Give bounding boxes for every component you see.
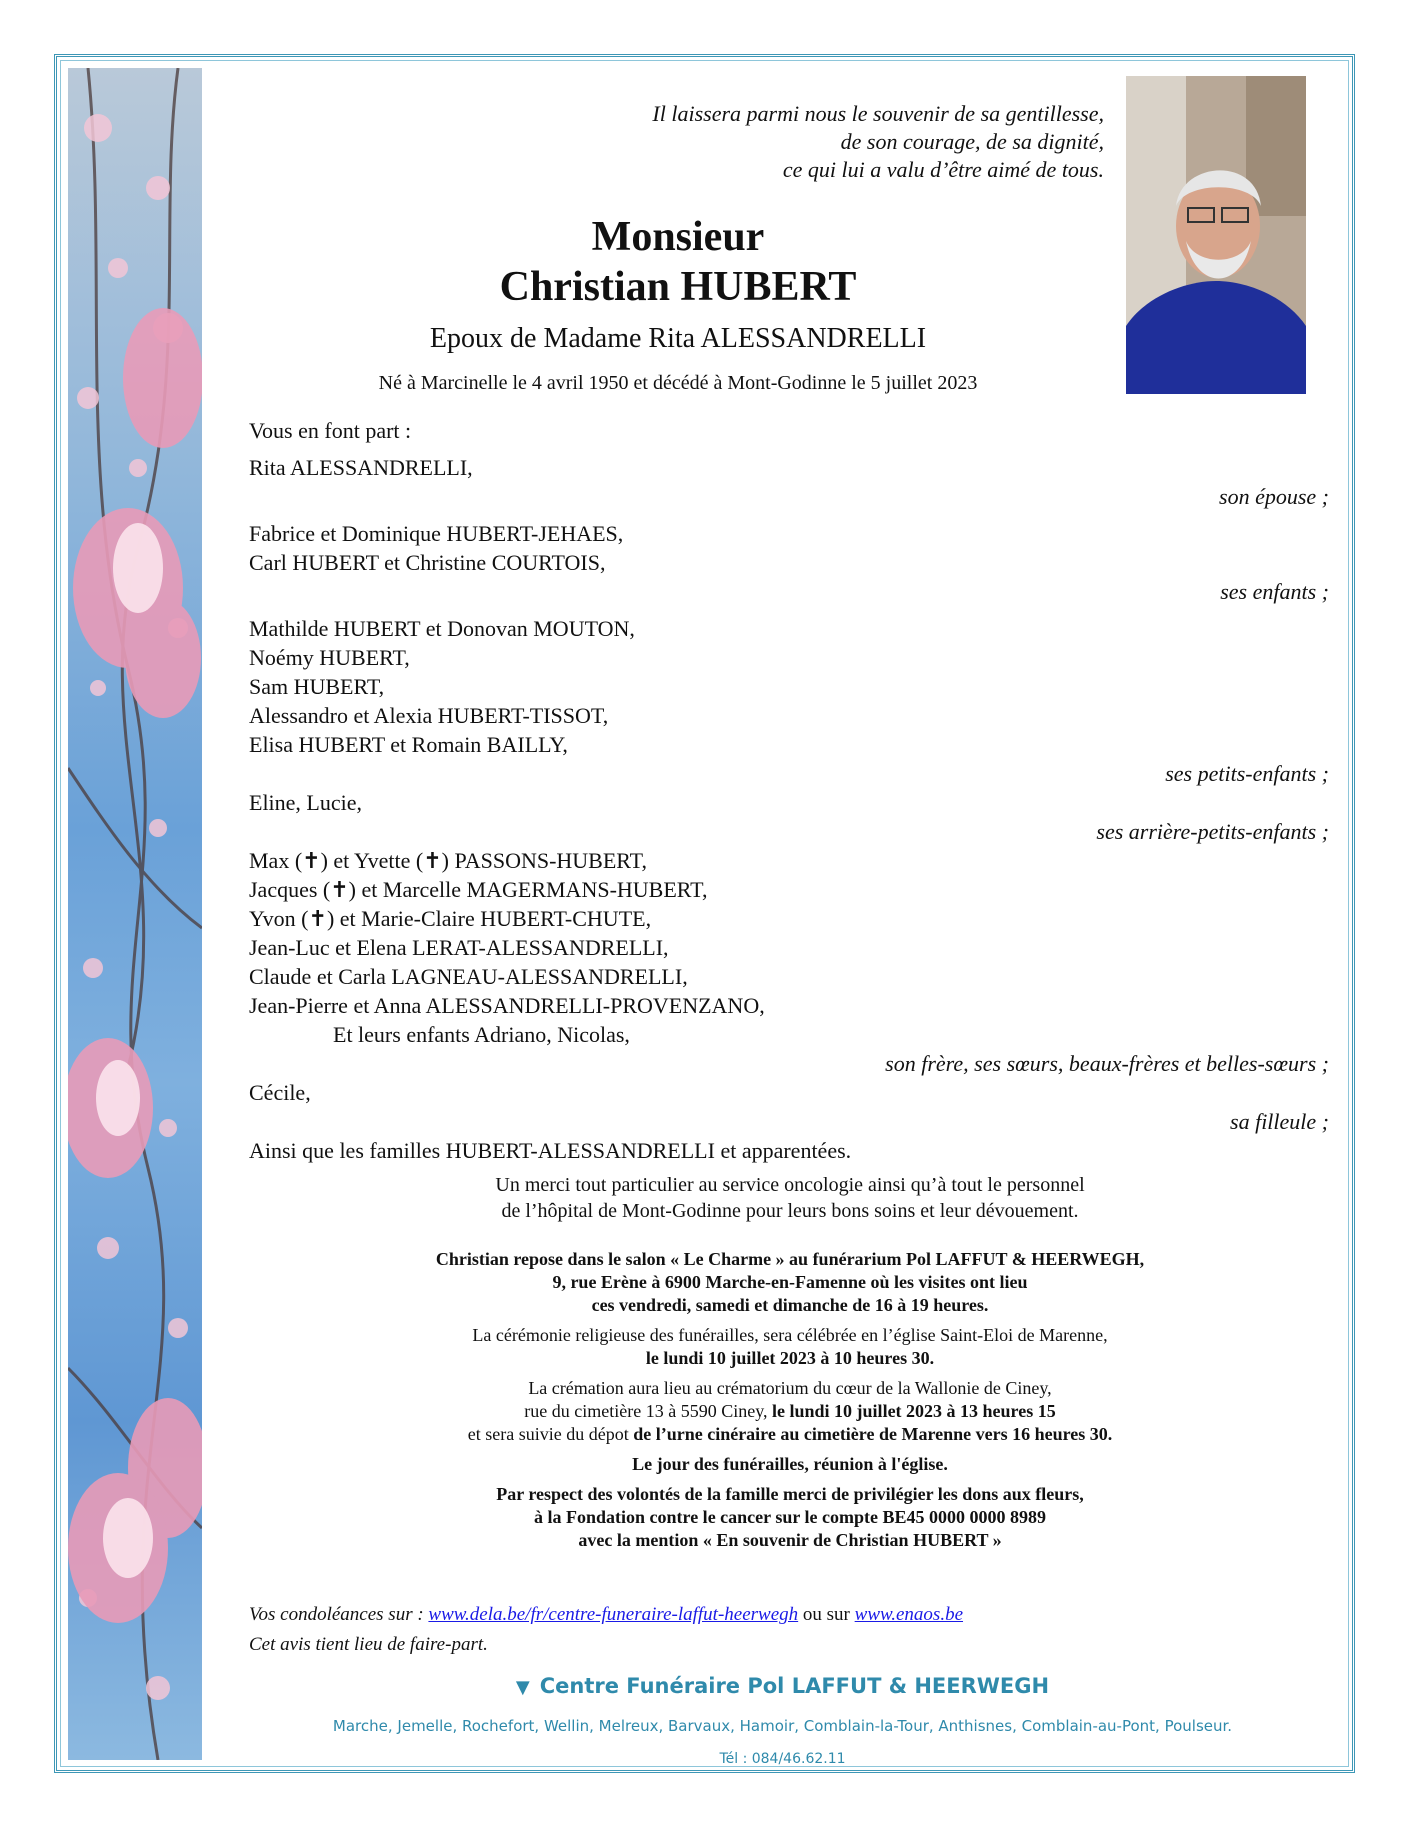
birth-death-dates: Né à Marcinelle le 4 avril 1950 et décédé à Mont-Godinne le 5 juillet 2023 [378, 372, 978, 394]
urn-burial-line: de l’urne cinéraire au cimetière de Marenne vers 16 heures 30. [633, 1424, 1113, 1444]
enaos-link[interactable]: www.enaos.be [854, 1604, 964, 1625]
quote-line: Il laissera parmi nous le souvenir de sa gentillesse, [652, 101, 1104, 126]
family-name-line: Noémy HUBERT, [249, 645, 410, 670]
donation-line: Par respect des volontés de la famille merci de privilégier les dons aux fleurs, [496, 1484, 1084, 1504]
reunion-line: Le jour des funérailles, réunion à l'église. [632, 1454, 948, 1474]
funeral-home-name [210, 1672, 1355, 1702]
family-name-line: Rita ALESSANDRELLI, [249, 455, 473, 480]
family-name-line: Yvon (✝) et Marie-Claire HUBERT-CHUTE, [249, 906, 652, 931]
family-name-line: Et leurs enfants Adriano, Nicolas, [333, 1022, 630, 1047]
title-honorific: Monsieur [591, 214, 765, 260]
family-name-line: Carl HUBERT et Christine COURTOIS, [249, 550, 606, 575]
family-name-line: Jean-Pierre et Anna ALESSANDRELLI-PROVENZANO, [249, 993, 765, 1018]
family-role: ses petits-enfants ; [1165, 761, 1329, 786]
ceremony-line: La cérémonie religieuse des funérailles, sera célébrée en l’église Saint-Eloi de Marenne, [472, 1325, 1108, 1345]
triangle-down-icon: ▼ [515, 1677, 530, 1698]
donation-paragraph [320, 1483, 1260, 1552]
quote-line: ce qui lui a valu d’être aimé de tous. [782, 157, 1104, 182]
visitation-line: 9, rue Erène à 6900 Marche-en-Famenne où les visites ont lieu [552, 1272, 1028, 1292]
spouse-line: Epoux de Madame Rita ALESSANDRELLI [429, 323, 927, 354]
family-name-line: Cécile, [249, 1080, 311, 1105]
family-role: son frère, ses sœurs, beaux-frères et belles-sœurs ; [885, 1051, 1329, 1076]
family-name-line: Jean-Luc et Elena LERAT-ALESSANDRELLI, [249, 935, 669, 960]
cremation-line: et sera suivie du dépot [467, 1424, 629, 1444]
funeral-home-towns: Marche, Jemelle, Rochefort, Wellin, Melreux, Barvaux, Hamoir, Comblain-la-Tour, Anthisnes, Comblain-au-Pont, Poulseur. [332, 1717, 1233, 1735]
funeral-home-phone: Tél : 084/46.62.11 [719, 1751, 846, 1767]
family-name-line: Elisa HUBERT et Romain BAILLY, [249, 732, 568, 757]
family-role: ses enfants ; [1220, 579, 1329, 604]
cremation-date: le lundi 10 juillet 2023 à 13 heures 15 [772, 1401, 1056, 1421]
condolences-block [249, 1600, 1249, 1660]
thanks-paragraph [320, 1172, 1260, 1224]
notice-note: Cet avis tient lieu de faire-part. [249, 1634, 488, 1655]
ceremony-paragraph [320, 1324, 1260, 1370]
family-announcement [249, 416, 1329, 1165]
quote-line: de son courage, de sa dignité, [840, 129, 1104, 154]
funeral-details [320, 1248, 1260, 1559]
cremation-paragraph [320, 1377, 1260, 1446]
intro-text: Vous en font part : [249, 418, 412, 443]
epitaph-quote [484, 100, 1104, 184]
thanks-line: Un merci tout particulier au service oncologie ainsi qu’à tout le personnel [495, 1174, 1085, 1196]
family-role: ses arrière-petits-enfants ; [1096, 819, 1329, 844]
family-name-line: Alessandro et Alexia HUBERT-TISSOT, [249, 703, 609, 728]
condolences-prefix: Vos condoléances sur : [249, 1604, 424, 1625]
family-name-line: Sam HUBERT, [249, 674, 385, 699]
family-name-line: Claude et Carla LAGNEAU-ALESSANDRELLI, [249, 964, 688, 989]
closing-families: Ainsi que les familles HUBERT-ALESSANDRELLI et apparentées. [249, 1138, 852, 1163]
thanks-line: de l’hôpital de Mont-Godinne pour leurs bons soins et leur dévouement. [501, 1200, 1079, 1222]
ceremony-date: le lundi 10 juillet 2023 à 10 heures 30. [645, 1348, 935, 1368]
family-role: sa filleule ; [1230, 1109, 1329, 1134]
family-name-line: Eline, Lucie, [249, 790, 363, 815]
donation-line: avec la mention « En souvenir de Christian HUBERT » [578, 1530, 1002, 1550]
family-name-line: Mathilde HUBERT et Donovan MOUTON, [249, 616, 635, 641]
portrait-photo [1126, 76, 1306, 394]
family-name-line: Max (✝) et Yvette (✝) PASSONS-HUBERT, [249, 848, 647, 873]
funeral-home-label: Centre Funéraire Pol LAFFUT & HEERWEGH [539, 1674, 1050, 1698]
family-name-line: Jacques (✝) et Marcelle MAGERMANS-HUBERT, [249, 877, 708, 902]
family-role: son épouse ; [1219, 484, 1329, 509]
condolences-or: ou sur [802, 1604, 850, 1625]
visitation-paragraph [320, 1248, 1260, 1317]
dela-link[interactable]: www.dela.be/fr/centre-funeraire-laffut-heerwegh [428, 1604, 799, 1625]
deceased-name-title [248, 212, 1108, 312]
donation-line: à la Fondation contre le cancer sur le compte BE45 0000 0000 8989 [534, 1507, 1046, 1527]
visitation-line: ces vendredi, samedi et dimanche de 16 à 19 heures. [591, 1295, 989, 1315]
cremation-line: La crémation aura lieu au crématorium du cœur de la Wallonie de Ciney, [528, 1378, 1052, 1398]
cremation-address: rue du cimetière 13 à 5590 Ciney, [524, 1401, 768, 1421]
family-name-line: Fabrice et Dominique HUBERT-JEHAES, [249, 521, 624, 546]
floral-strip-image [68, 68, 202, 1760]
title-name: Christian HUBERT [499, 264, 857, 310]
visitation-line: Christian repose dans le salon « Le Charme » au funérarium Pol LAFFUT & HEERWEGH, [435, 1249, 1145, 1269]
